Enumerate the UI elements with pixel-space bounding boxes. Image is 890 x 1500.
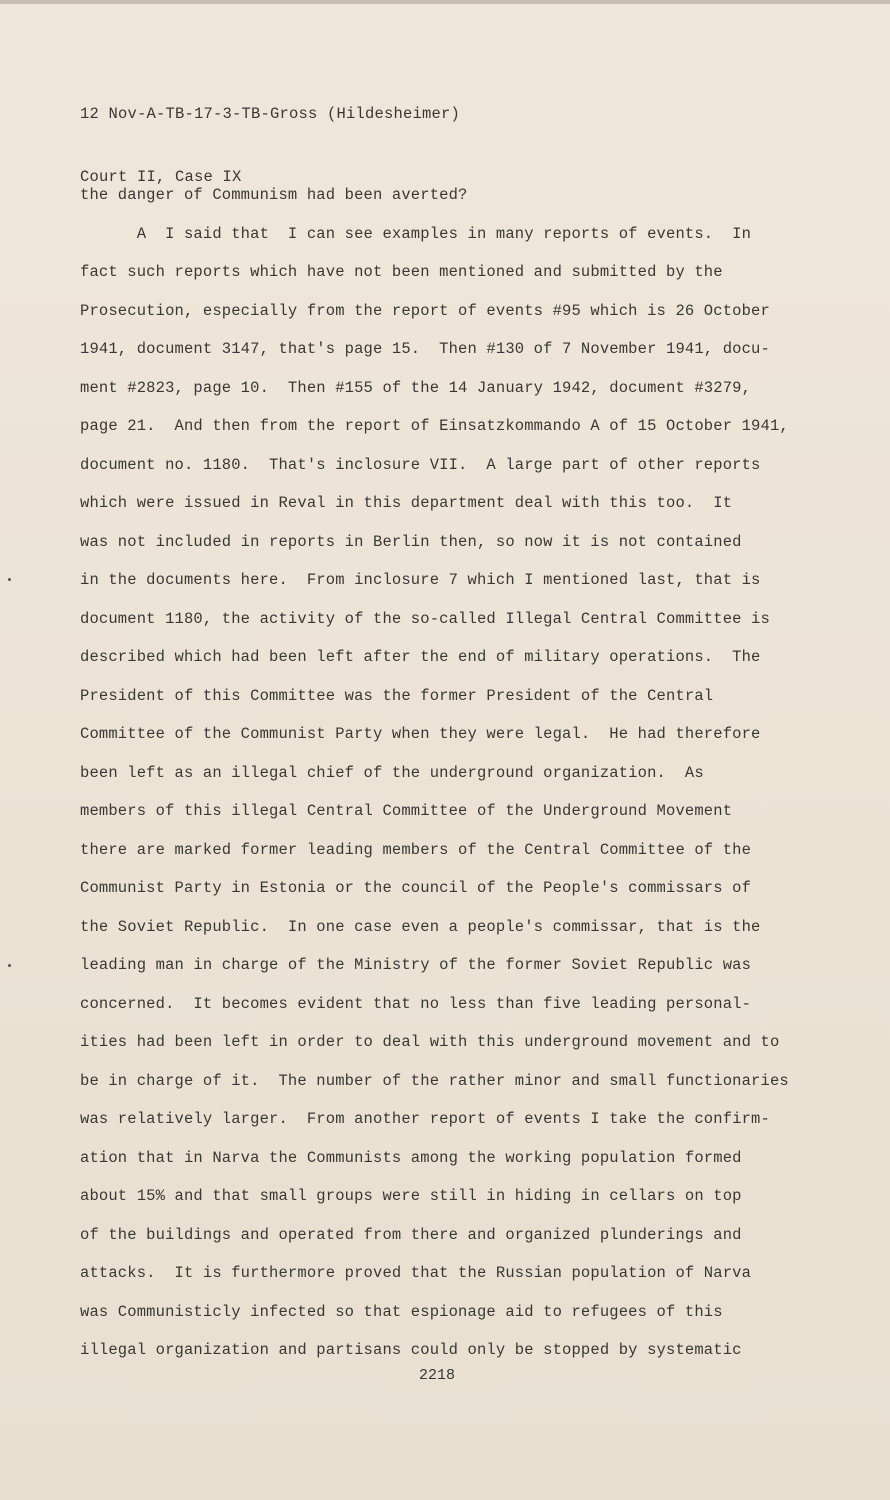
transcript-line: been left as an illegal chief of the underground organization. As	[80, 763, 704, 782]
margin-punch-mark	[8, 578, 11, 581]
transcript-line: Communist Party in Estonia or the council of the People's commissars of	[80, 879, 752, 897]
transcript-line: ment #2823, page 10. Then #155 of the 14 January 1942, document #3279,	[80, 378, 752, 397]
transcript-line: the Soviet Republic. In one case even a people's commissar, that is the	[80, 917, 761, 936]
transcript-line: members of this illegal Central Committee of the Underground Movement	[80, 802, 733, 820]
header-court: Court II, Case IX	[80, 168, 242, 186]
margin-punch-mark	[8, 964, 11, 967]
transcript-line: about 15% and that small groups were still in hiding in cellars on top	[80, 1187, 742, 1205]
page-number: 2218	[419, 1367, 456, 1384]
transcript-line: A I said that I can see examples in many reports of events. In	[80, 224, 752, 243]
transcript-line: be in charge of it. The number of the rather minor and small functionaries	[80, 1071, 789, 1090]
transcript-line: of the buildings and operated from there and organized plunderings and	[80, 1225, 742, 1244]
transcript-line: Prosecution, especially from the report of events #95 which is 26 October	[80, 301, 770, 320]
transcript-line: leading man in charge of the Ministry of the former Soviet Republic was	[80, 956, 752, 974]
transcript-line: Committee of the Communist Party when they were legal. He had therefore	[80, 725, 761, 743]
transcript-line: concerned. It becomes evident that no less than five leading personal-	[80, 994, 752, 1013]
transcript-line: fact such reports which have not been mentioned and submitted by the	[80, 263, 723, 281]
transcript-line: President of this Committee was the former President of the Central	[80, 686, 714, 705]
transcript-line: described which had been left after the end of military operations. The	[80, 648, 761, 666]
transcript-line: in the documents here. From inclosure 7 which I mentioned last, that is	[80, 571, 761, 589]
transcript-line: there are marked former leading members of the Central Committee of the	[80, 840, 752, 859]
transcript-line: 1941, document 3147, that's page 15. Then #130 of 7 November 1941, docu-	[80, 340, 770, 358]
page-top-edge	[0, 0, 890, 4]
transcript-line: was not included in reports in Berlin then, so now it is not contained	[80, 532, 742, 551]
transcript-line: was relatively larger. From another report of events I take the confirm-	[80, 1110, 770, 1128]
transcript-line: document no. 1180. That's inclosure VII. A large part of other reports	[80, 455, 761, 474]
header-case-reference: 12 Nov-A-TB-17-3-TB-Gross (Hildesheimer)	[80, 105, 461, 123]
transcript-line: was Communisticly infected so that espionage aid to refugees of this	[80, 1302, 723, 1321]
transcript-body	[80, 176, 820, 1370]
transcript-line: ities had been left in order to deal with this underground movement and to	[80, 1033, 780, 1051]
transcript-line: illegal organization and partisans could only be stopped by systematic	[80, 1341, 742, 1359]
transcript-line: attacks. It is furthermore proved that the Russian population of Narva	[80, 1264, 752, 1282]
transcript-line: ation that in Narva the Communists among the working population formed	[80, 1148, 742, 1167]
transcript-line: the danger of Communism had been averted?	[80, 186, 468, 204]
transcript-line: which were issued in Reval in this department deal with this too. It	[80, 494, 733, 512]
transcript-line: document 1180, the activity of the so-called Illegal Central Committee is	[80, 609, 770, 628]
transcript-line: page 21. And then from the report of Einsatzkommando A of 15 October 1941,	[80, 417, 789, 435]
